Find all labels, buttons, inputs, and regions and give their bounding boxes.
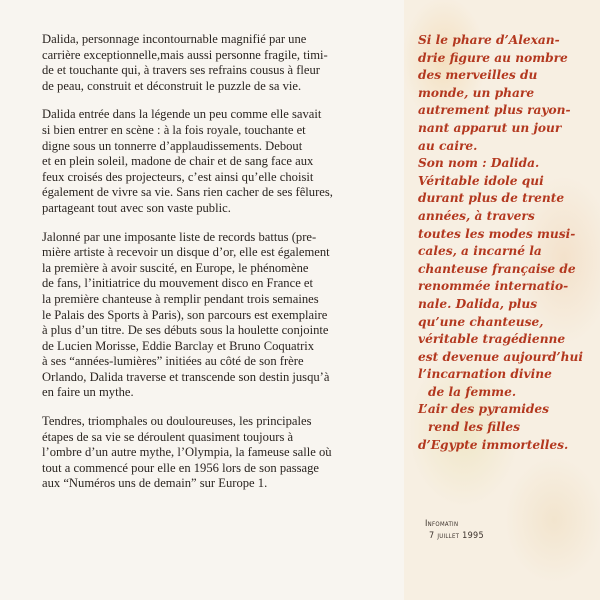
quote-line: nale. Dalida, plus [418, 296, 538, 311]
paragraph-4 [42, 414, 394, 492]
text-line: Dalida, personnage incontournable magnifié par une [42, 32, 307, 46]
text-line: tout a commencé pour elle en 1956 lors de son passage [42, 460, 319, 475]
quote-line: nant apparut un jour [418, 120, 562, 135]
text-line: Dalida entrée dans la légende un peu comme elle savait [42, 107, 322, 122]
quote-line: l’incarnation divine [418, 367, 552, 382]
text-line: à plus d’un titre. De ses débuts sous la houlette conjointe [42, 323, 329, 338]
text-line: carrière exceptionnelle,mais aussi personne fragile, timi- [42, 47, 328, 62]
text-line: en faire un mythe. [42, 385, 134, 400]
paragraph-3 [42, 230, 394, 402]
quote-line: L’air des pyramides [418, 402, 550, 417]
text-line: digne sous un tonnerre d’applaudissements. Debout [42, 138, 303, 153]
quote-line: drie figure au nombre [418, 50, 568, 65]
quote-line: durant plus de trente [418, 191, 565, 206]
text-line: également de vivre sa vie. Sans rien cacher de ses fêlures, [42, 185, 333, 200]
text-line: étapes de sa vie se déroulent quasiment toujours à [42, 429, 294, 444]
quote-line: cales, a incarné la [418, 244, 542, 259]
quote-line: de la femme. [428, 384, 517, 399]
text-line: mière artiste à recevoir un disque d’or, elle est également [42, 245, 330, 260]
source-date: 7 juillet 1995 [429, 531, 484, 541]
text-line: si bien entrer en scène : à la fois royale, touchante et [42, 122, 306, 137]
quote-line: Véritable idole qui [418, 173, 544, 188]
text-line: de fans, l’initiatrice du mouvement disco en France et [42, 276, 314, 291]
quote-line: monde, un phare [418, 85, 535, 100]
paragraph-2 [42, 107, 394, 216]
source-name: Infomatin [425, 519, 459, 529]
quote-line: rend les filles [428, 420, 521, 435]
paragraph-1 [42, 32, 394, 94]
text-line: la première chanteuse à remplir pendant trois semaines [42, 291, 319, 306]
text-line: Orlando, Dalida traverse et transcende son destin jusqu’à [42, 369, 330, 384]
biography-text [42, 32, 394, 505]
quote-line: véritable tragédienne [418, 332, 566, 347]
quote-line: années, à travers [418, 208, 535, 223]
quote-line: qu’une chanteuse, [418, 314, 544, 329]
quote-source [425, 518, 484, 542]
quote-line: renommée internatio- [418, 279, 569, 294]
quote-line: toutes les modes musi- [418, 226, 576, 241]
text-line: le Palais des Sports à Paris), son parcours est exemplaire [42, 307, 328, 322]
text-line: la première à avoir suscité, en Europe, le phénomène [42, 260, 309, 275]
quote-line: Son nom : Dalida. [418, 156, 540, 171]
text-line: de et touchante qui, à travers ses refrains cousus à fleur [42, 63, 321, 78]
text-line: Jalonné par une imposante liste de records battus (pre- [42, 229, 317, 244]
text-line: aux “Numéros uns de demain” sur Europe 1. [42, 476, 268, 491]
quote-line: des merveilles du [418, 68, 538, 83]
text-line: à ses “années-lumières” initiées au côté de son frère [42, 354, 304, 369]
text-line: de peau, construit et déconstruit le puzzle de sa vie. [42, 78, 302, 93]
quote-line: est devenue aujourd’hui [418, 349, 584, 364]
quote-line: chanteuse française de [418, 261, 576, 276]
quote-line: d’Egypte immortelles. [418, 437, 569, 452]
press-quote [418, 32, 594, 454]
text-line: l’ombre d’un autre mythe, l’Olympia, la fameuse salle où [42, 445, 332, 460]
text-line: de Lucien Morisse, Eddie Barclay et Bruno Coquatrix [42, 338, 315, 353]
text-line: et en plein soleil, madone de chair et de sang face aux [42, 154, 314, 169]
text-line: Tendres, triomphales ou douloureuses, les principales [42, 414, 312, 429]
quote-line: au caire. [418, 138, 478, 153]
text-line: partageant tout avec son vaste public. [42, 200, 231, 215]
quote-line: autrement plus rayon- [418, 103, 571, 118]
text-line: feux croisés des projecteurs, c’est ainsi qu’elle choisit [42, 169, 314, 184]
quote-line: Si le phare d’Alexan- [418, 33, 560, 47]
